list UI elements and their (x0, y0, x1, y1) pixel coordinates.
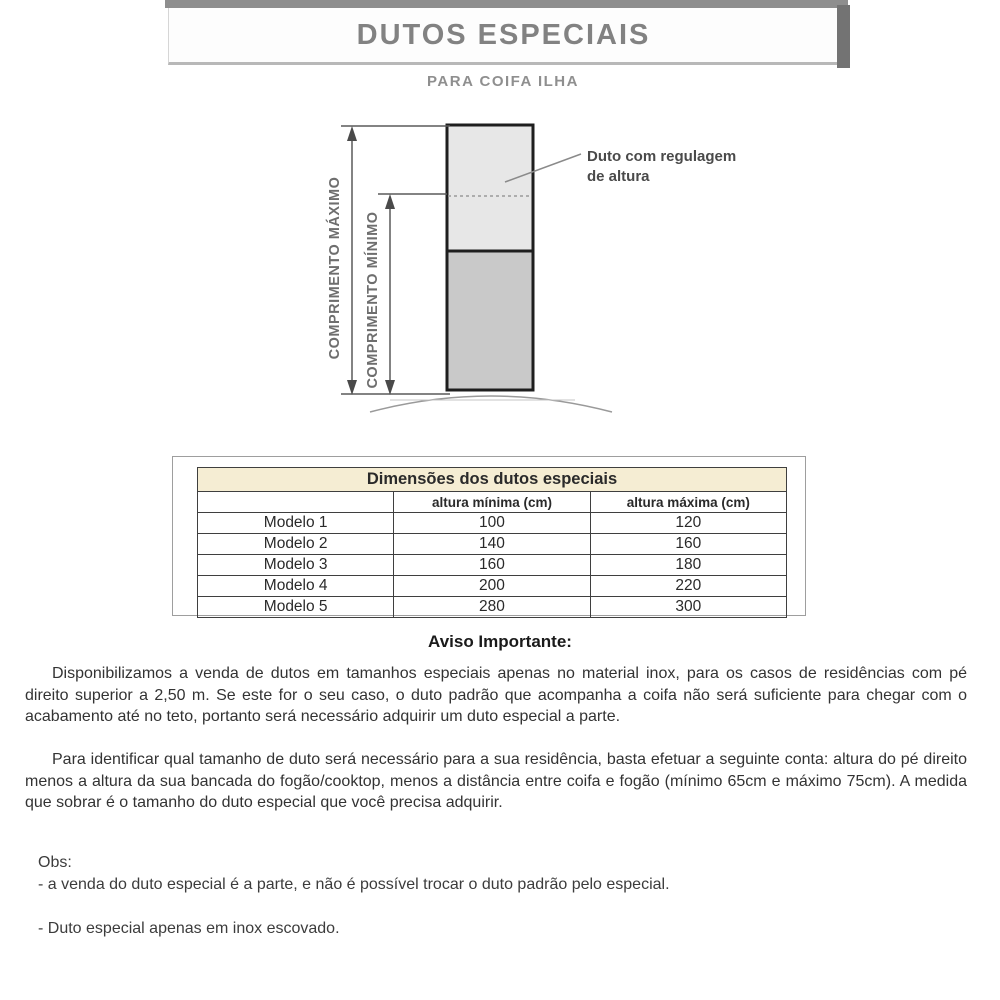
max-height: 300 (590, 597, 786, 618)
min-height: 280 (394, 597, 590, 618)
obs-label: Obs: (38, 854, 72, 871)
max-height: 160 (590, 534, 786, 555)
model-name: Modelo 4 (198, 576, 394, 597)
arrow-head-down-icon (347, 380, 357, 395)
min-height: 160 (394, 555, 590, 576)
table-row (198, 597, 787, 618)
max-height: 180 (590, 555, 786, 576)
column-header-model (198, 492, 394, 513)
label-comprimento-minimo: COMPRIMENTO MÍNIMO (365, 211, 381, 389)
min-height: 200 (394, 576, 590, 597)
arrow-head-down-icon (385, 380, 395, 395)
table-title: Dimensões dos dutos especiais (198, 468, 787, 492)
arrow-head-up-icon (347, 126, 357, 141)
table-title-row (198, 468, 787, 492)
page-title: DUTOS ESPECIAIS (356, 18, 651, 51)
table-row (198, 576, 787, 597)
duct-label-line2: de altura (587, 168, 650, 185)
table-row (198, 534, 787, 555)
obs-block (38, 852, 968, 940)
notice-paragraph-2: Para identificar qual tamanho de duto será necessário para a sua residência, basta efetuar a seguinte conta: altura do pé direito menos a altura da sua bancada do fogão/cooktop, menos a distância entre coifa e fogão (mínimo 65cm e máximo 75cm). A medida que sobrar é o tamanho do duto especial que você precisa adquirir. (25, 751, 967, 812)
hood-arc (370, 396, 612, 412)
page-subtitle: PARA COIFA ILHA (427, 73, 579, 90)
table-row (198, 513, 787, 534)
model-name: Modelo 3 (198, 555, 394, 576)
obs-item-2: - Duto especial apenas em inox escovado. (38, 920, 340, 937)
dimensions-table (197, 467, 787, 618)
banner-right-accent (837, 5, 850, 68)
max-height: 120 (590, 513, 786, 534)
banner (168, 8, 838, 65)
dimensions-table-container (172, 456, 806, 616)
notice-paragraph-1: Disponibilizamos a venda de dutos em tamanhos especiais apenas no material inox, para os casos de residências com pé direito superior a 2,50 m. Se este for o seu caso, o duto padrão que acompanha a coifa não será suficiente para chegar com o acabamento até no teto, portanto será necessário adquirir um duto especial a parte. (25, 665, 967, 726)
model-name: Modelo 1 (198, 513, 394, 534)
max-height: 220 (590, 576, 786, 597)
column-header-max: altura máxima (cm) (590, 492, 786, 513)
label-comprimento-maximo: COMPRIMENTO MÁXIMO (327, 176, 343, 360)
important-notice-heading: Aviso Importante: (428, 632, 572, 651)
duct-diagram (315, 108, 795, 438)
duct-lower-section (447, 251, 533, 390)
min-height: 100 (394, 513, 590, 534)
model-name: Modelo 2 (198, 534, 394, 555)
banner-top-bar (165, 0, 848, 8)
duct-label-line1: Duto com regulagem (587, 148, 737, 165)
obs-item-1: - a venda do duto especial é a parte, e não é possível trocar o duto padrão pelo especial. (38, 876, 670, 893)
table-header-row (198, 492, 787, 513)
column-header-min: altura mínima (cm) (394, 492, 590, 513)
table-row (198, 555, 787, 576)
min-height: 140 (394, 534, 590, 555)
model-name: Modelo 5 (198, 597, 394, 618)
arrow-head-up-icon (385, 194, 395, 209)
